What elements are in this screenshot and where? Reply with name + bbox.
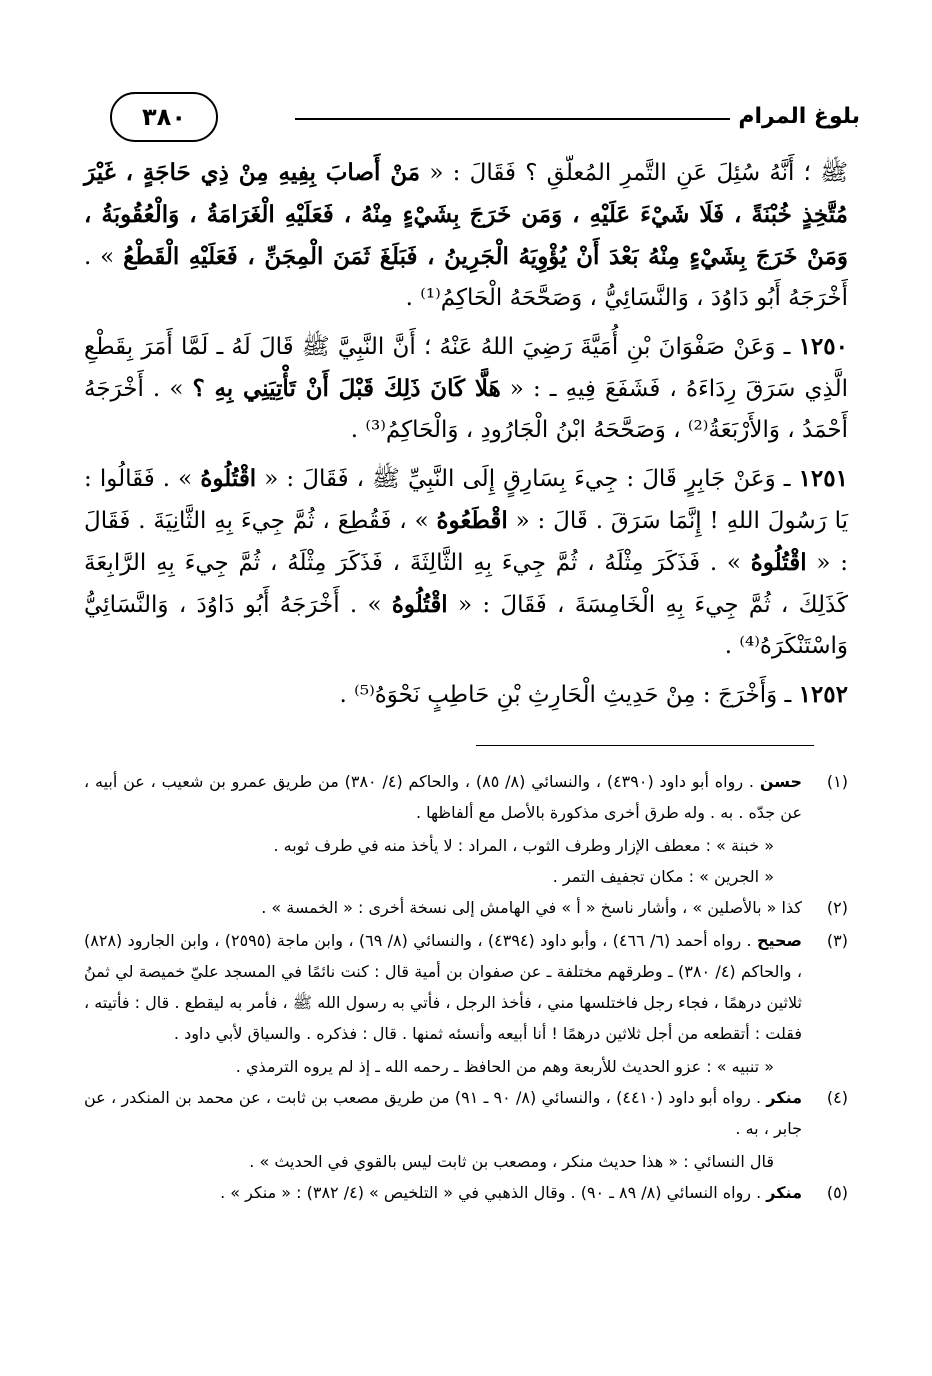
hadith-number: ١٢٥٠ bbox=[798, 333, 848, 360]
footnote-4-remark: قال النسائي : « هذا حديث منكر ، ومصعب بن ثابت ليس بالقوي في الحديث » . bbox=[249, 1152, 774, 1171]
footnote-1-gloss-2: « الجرين » : مكان تجفيف التمر . bbox=[552, 867, 774, 886]
footnotes bbox=[84, 766, 848, 1210]
hadith-1252 bbox=[84, 674, 848, 716]
footnote-body bbox=[84, 766, 802, 828]
prophetic-quote: اقْطَعُوهُ bbox=[436, 507, 508, 534]
hadith-1251 bbox=[84, 458, 848, 667]
footnote-number: (٣) bbox=[826, 931, 848, 950]
text: . رواه أبو داود (٤٤١٠) ، والنسائي (٨/ ٩٠ ـ ٩١) من طريق مصعب بن ثابت ، عن محمد بن المنكدر ، عن جابر ، به . bbox=[84, 1088, 802, 1138]
grade: منكر bbox=[766, 1088, 803, 1107]
hadith-continuation bbox=[84, 152, 848, 319]
main-text bbox=[84, 152, 848, 716]
footnote-number: (١) bbox=[826, 772, 848, 791]
footnote-2 bbox=[84, 892, 848, 923]
footnote-1 bbox=[84, 766, 848, 828]
footnote-body bbox=[84, 925, 802, 1049]
text: . رواه أبو داود (٤٣٩٠) ، والنسائي (٨/ ٨٥) ، والحاكم (٤/ ٣٨٠) من طريق عمرو بن شعيب ، عن أبيه ، عن جدّه . به . وله طرق أخرى مذكورة بالأصل مع ألفاظها . bbox=[84, 772, 802, 822]
text: » . أَخْرَجَهُ أَبُو دَاوُدَ ، وَالنَّسَائِيُّ وَاسْتَنْكَرَهُ⁽⁴⁾ . bbox=[84, 592, 848, 659]
prophetic-quote: اقْتُلُوهُ bbox=[200, 465, 257, 492]
hadith-1250 bbox=[84, 326, 848, 451]
text: ـ وَعَنْ صَفْوَانَ بْنِ أُمَيَّةَ رَضِيَ اللهُ عَنْهُ ؛ أَنَّ النَّبِيَّ ﷺ قَالَ لَهُ ـ لَمَّا أَمَرَ بِقَطْعِ الَّذِي سَرَقَ رِدَاءَهُ ، فَشَفَعَ فِيهِ ـ : « bbox=[84, 334, 848, 402]
footnote-5 bbox=[84, 1177, 848, 1208]
text: » . فَذَكَرَ مِثْلَهُ ، ثُمَّ جِيءَ بِهِ الثَّالِثَةَ ، فَذَكَرَ مِثْلَهُ ، ثُمَّ جِيءَ بِهِ الرَّابِعَةَ كَذَلِكَ ، ثُمَّ جِيءَ بِهِ الْخَامِسَةَ ، فَقَالَ : « bbox=[84, 550, 849, 618]
footnote-separator bbox=[476, 745, 814, 746]
header-rule bbox=[295, 118, 730, 120]
text: » . فَقَالُوا : يَا رَسُولَ اللهِ ! إِنَّمَا سَرَقَ . قَالَ : « bbox=[84, 466, 849, 534]
prophetic-quote: هَلَّا كَانَ ذَلِكَ قَبْلَ أَنْ تَأْتِيَنِي بِهِ ؟ bbox=[192, 375, 501, 402]
page-header bbox=[90, 92, 860, 142]
footnote-4 bbox=[84, 1082, 848, 1144]
book-title: بلوغ المرام bbox=[738, 104, 860, 129]
grade: حسن bbox=[759, 772, 803, 791]
footnote-3-remark: « تنبيه » : عزو الحديث للأربعة وهم من الحافظ ـ رحمه الله ـ إذ لم يروه الترمذي . bbox=[235, 1057, 774, 1076]
prophetic-quote: اقْتُلُوهُ bbox=[750, 549, 807, 576]
footnote-number: (٤) bbox=[826, 1088, 848, 1107]
footnote-body bbox=[84, 1177, 802, 1208]
text: » . أَخْرَجَهُ أَحْمَدُ ، وَالأَرْبَعَةُ⁽²⁾ ، وَصَحَّحَهُ ابْنُ الْجَارُودِ ، وَالْحَاكِمُ⁽³⁾ . bbox=[84, 376, 848, 443]
text: » ، فَقُطِعَ ، ثُمَّ جِيءَ بِهِ الثَّانِيَةَ . فَقَالَ : « bbox=[84, 508, 848, 576]
page-number: ٣٨٠ bbox=[110, 92, 218, 142]
footnote-1-gloss-1: « خبنة » : معطف الإزار وطرف الثوب ، المراد : لا يأخذ منه في طرف ثوبه . bbox=[273, 836, 774, 855]
grade: صحيح bbox=[756, 931, 803, 950]
footnote-body bbox=[84, 1082, 802, 1144]
footnote-number: (٢) bbox=[826, 898, 848, 917]
footnote-3 bbox=[84, 925, 848, 1049]
prophetic-quote: اقْتُلُوهُ bbox=[391, 591, 448, 618]
text: ـ وَعَنْ جَابِرٍ قَالَ : جِيءَ بِسَارِقٍ إِلَى النَّبِيِّ ﷺ ، فَقَالَ : « bbox=[256, 466, 799, 492]
footnote-number: (٥) bbox=[826, 1183, 848, 1202]
text: ﷺ ؛ أَنَّهُ سُئِلَ عَنِ التَّمرِ المُعلّقِ ؟ فَقَالَ : « bbox=[420, 160, 848, 186]
text: ـ وَأَخْرَجَ : مِنْ حَدِيثِ الْحَارِثِ بْنِ حَاطِبٍ نَحْوَهُ⁽⁵⁾ . bbox=[339, 682, 799, 708]
text: » . أَخْرَجَهُ أَبُو دَاوُدَ ، وَالنَّسَائِيُّ ، وَصَحَّحَهُ الْحَاكِمُ⁽¹⁾ . bbox=[84, 244, 848, 311]
hadith-number: ١٢٥١ bbox=[798, 465, 848, 492]
text: . رواه أحمد (٦/ ٤٦٦) ، وأبو داود (٤٣٩٤) ، والنسائي (٨/ ٦٩) ، وابن ماجة (٢٥٩٥) ، وابن الجارود (٨٢٨) ، والحاكم (٤/ ٣٨٠) ـ وطرقهم مختلفة ـ عن صفوان بن أمية قال : كنت نائمًا في المسجد عليّ خميصة لي ثمنُ ثلاثين درهمًا ، فجاء رجل فاختلسها مني ، فأخذ الرجل ، فأتي به رسول الله ﷺ ، فأمر به ليقطع . قال : فأتيته ، فقلت : أتقطعه من أجل ثلاثين درهمًا ! أنا أبيعه وأنسئه ثمنها . قال : فذكره . والسياق لأبي داود . bbox=[84, 931, 803, 1043]
footnote-body: كذا « بالأصلين » ، وأشار ناسخ « أ » في الهامش إلى نسخة أخرى : « الخمسة » . bbox=[261, 898, 802, 917]
hadith-number: ١٢٥٢ bbox=[798, 681, 848, 708]
text: . رواه النسائي (٨/ ٨٩ ـ ٩٠) . وقال الذهبي في « التلخيص » (٤/ ٣٨٢) : « منكر » . bbox=[220, 1183, 767, 1202]
prophetic-quote: مَنْ أَصابَ بِفِيهِ مِنْ ذِي حَاجَةٍ ، غَيْرَ مُتَّخِذٍ خُبْنَةً ، فَلَا شَيْءَ عَلَيْهِ ، وَمَن خَرَجَ بِشَيْءٍ مِنْهُ ، فَعَلَيْهِ الْغَرَامَةُ ، وَالْعُقُوبَةُ ، وَمَنْ خَرَجَ بِشَيْءٍ مِنْهُ بَعْدَ أَنْ يُؤْوِيَهُ الْجَرِينُ ، فَبَلَغَ ثَمَنَ الْمِجَنِّ ، فَعَلَيْهِ الْقَطْعُ bbox=[84, 159, 848, 270]
grade: منكر bbox=[766, 1183, 802, 1202]
